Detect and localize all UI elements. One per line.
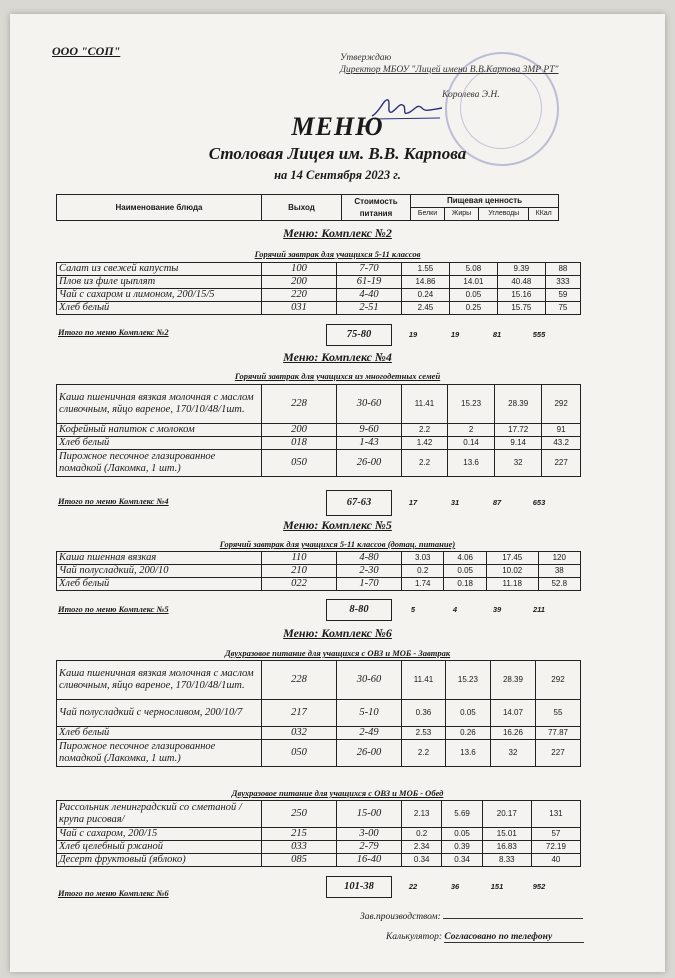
total-label: Итого по меню Комплекс №5 [58, 604, 169, 614]
table-row: Пирожное песочное глазированное помадкой (Лакомка, 1 шт.) 050 26-00 2.2 13.6 32 227 [57, 740, 581, 767]
section-title: Меню: Комплекс №2 [283, 226, 392, 240]
section-title: Меню: Комплекс №6 [283, 626, 392, 640]
menu-table [56, 384, 581, 477]
menu-date: на 14 Сентября 2023 г. [274, 168, 401, 182]
col-fat: Жиры [445, 208, 479, 221]
approval-block [340, 52, 580, 76]
production-manager [360, 912, 583, 922]
table-row: Рассольник ленинградский со сметаной /крупа рисовая/ 250 15-00 2.13 5.69 20.17 131 [57, 801, 581, 828]
signature-line [443, 918, 583, 919]
menu-header-table [56, 194, 559, 221]
menu-table [56, 660, 581, 767]
section-subtitle: Горячий завтрак для учащихся 5-11 классов (дотац. питание) [219, 539, 456, 549]
col-nutrition: Пищевая ценность [411, 195, 559, 208]
section-subtitle: Горячий завтрак для учащихся из многодетных семей [234, 371, 441, 381]
table-row: Хлеб белый 031 2-51 2.45 0.25 15.75 75 [57, 302, 581, 315]
table-row: Хлеб белый 032 2-49 2.53 0.26 16.26 77.87 [57, 727, 581, 740]
section-title: Меню: Комплекс №4 [283, 350, 392, 364]
col-protein: Белки [411, 208, 445, 221]
section-subtitle: Двухразовое питание для учащихся с ОВЗ и МОБ - Обед [231, 788, 444, 798]
table-row: Чай с сахаром, 200/15 215 3-00 0.2 0.05 15.01 57 [57, 828, 581, 841]
table-row: Хлеб целебный ржаной 033 2-79 2.34 0.39 16.83 72.19 [57, 841, 581, 854]
total-label: Итого по меню Комплекс №2 [58, 327, 169, 337]
col-carbs: Углеводы [479, 208, 529, 221]
menu-sheet [10, 14, 665, 972]
table-row: Пирожное песочное глазированное помадкой (Лакомка, 1 шт.) 050 26-00 2.2 13.6 32 227 [57, 450, 581, 477]
menu-table [56, 800, 581, 867]
total-row: 75-80 19 19 81 555 [326, 324, 560, 346]
org-name: ООО "СОП" [52, 44, 121, 58]
table-row: Кофейный напиток с молоком 200 9-60 2.2 2 17.72 91 [57, 424, 581, 437]
approve-label: Утверждаю [340, 53, 392, 63]
table-row: Чай полусладкий с черносливом, 200/10/7 217 5-10 0.36 0.05 14.07 55 [57, 700, 581, 727]
table-row: Каша пшенная вязкая 110 4-80 3.03 4.06 17.45 120 [57, 552, 581, 565]
table-row: Чай с сахаром и лимоном, 200/15/5 220 4-40 0.24 0.05 15.16 59 [57, 289, 581, 302]
table-row: Салат из свежей капусты 100 7-70 1.55 5.08 9.39 88 [57, 263, 581, 276]
total-label: Итого по меню Комплекс №4 [58, 496, 169, 506]
col-name: Наименование блюда [57, 195, 262, 221]
table-row: Каша пшеничная вязкая молочная с маслом сливочным, яйцо вареное, 170/10/48/1шт. 228 30-60 11.41 15.23 28.39 292 [57, 385, 581, 424]
total-row: 101-38 22 36 151 952 [326, 876, 560, 898]
total-row: 8-80 5 4 39 211 [326, 599, 560, 621]
table-row: Чай полусладкий, 200/10 210 2-30 0.2 0.05 10.02 38 [57, 565, 581, 578]
menu-table [56, 262, 581, 315]
approve-signer: Королева Э.Н. [442, 90, 500, 100]
section-title: Меню: Комплекс №5 [283, 518, 392, 532]
approve-director: Директор МБОУ "Лицей имени В.В.Карпова ЗМР РТ" [340, 65, 559, 75]
menu-table [56, 551, 581, 591]
calculator-value: Согласовано по телефону [444, 932, 584, 943]
production-label: Зав.производством: [360, 912, 441, 922]
calculator [386, 932, 584, 943]
total-row: 67-63 17 31 87 653 [326, 490, 560, 516]
section-subtitle: Горячий завтрак для учащихся 5-11 классов [254, 249, 421, 259]
table-row: Хлеб белый 018 1-43 1.42 0.14 9.14 43.2 [57, 437, 581, 450]
col-kcal: ККал [529, 208, 559, 221]
table-row: Десерт фруктовый (яблоко) 085 16-40 0.34 0.34 8.33 40 [57, 854, 581, 867]
table-row: Хлеб белый 022 1-70 1.74 0.18 11.18 52.8 [57, 578, 581, 591]
calculator-label: Калькулятор: [386, 932, 443, 942]
col-cost: Стоимость питания [342, 195, 411, 221]
table-row: Каша пшеничная вязкая молочная с маслом сливочным, яйцо вареное, 170/10/48/1шт. 228 30-60 11.41 15.23 28.39 292 [57, 661, 581, 700]
page-title: МЕНЮ [291, 112, 384, 141]
page-subtitle: Столовая Лицея им. В.В. Карпова [208, 144, 467, 163]
section-subtitle: Двухразовое питание для учащихся с ОВЗ и МОБ - Завтрак [224, 648, 451, 658]
total-label: Итого по меню Комплекс №6 [58, 888, 169, 898]
col-yield: Выход [262, 195, 342, 221]
table-row: Плов из филе цыплят 200 61-19 14.86 14.01 40.48 333 [57, 276, 581, 289]
